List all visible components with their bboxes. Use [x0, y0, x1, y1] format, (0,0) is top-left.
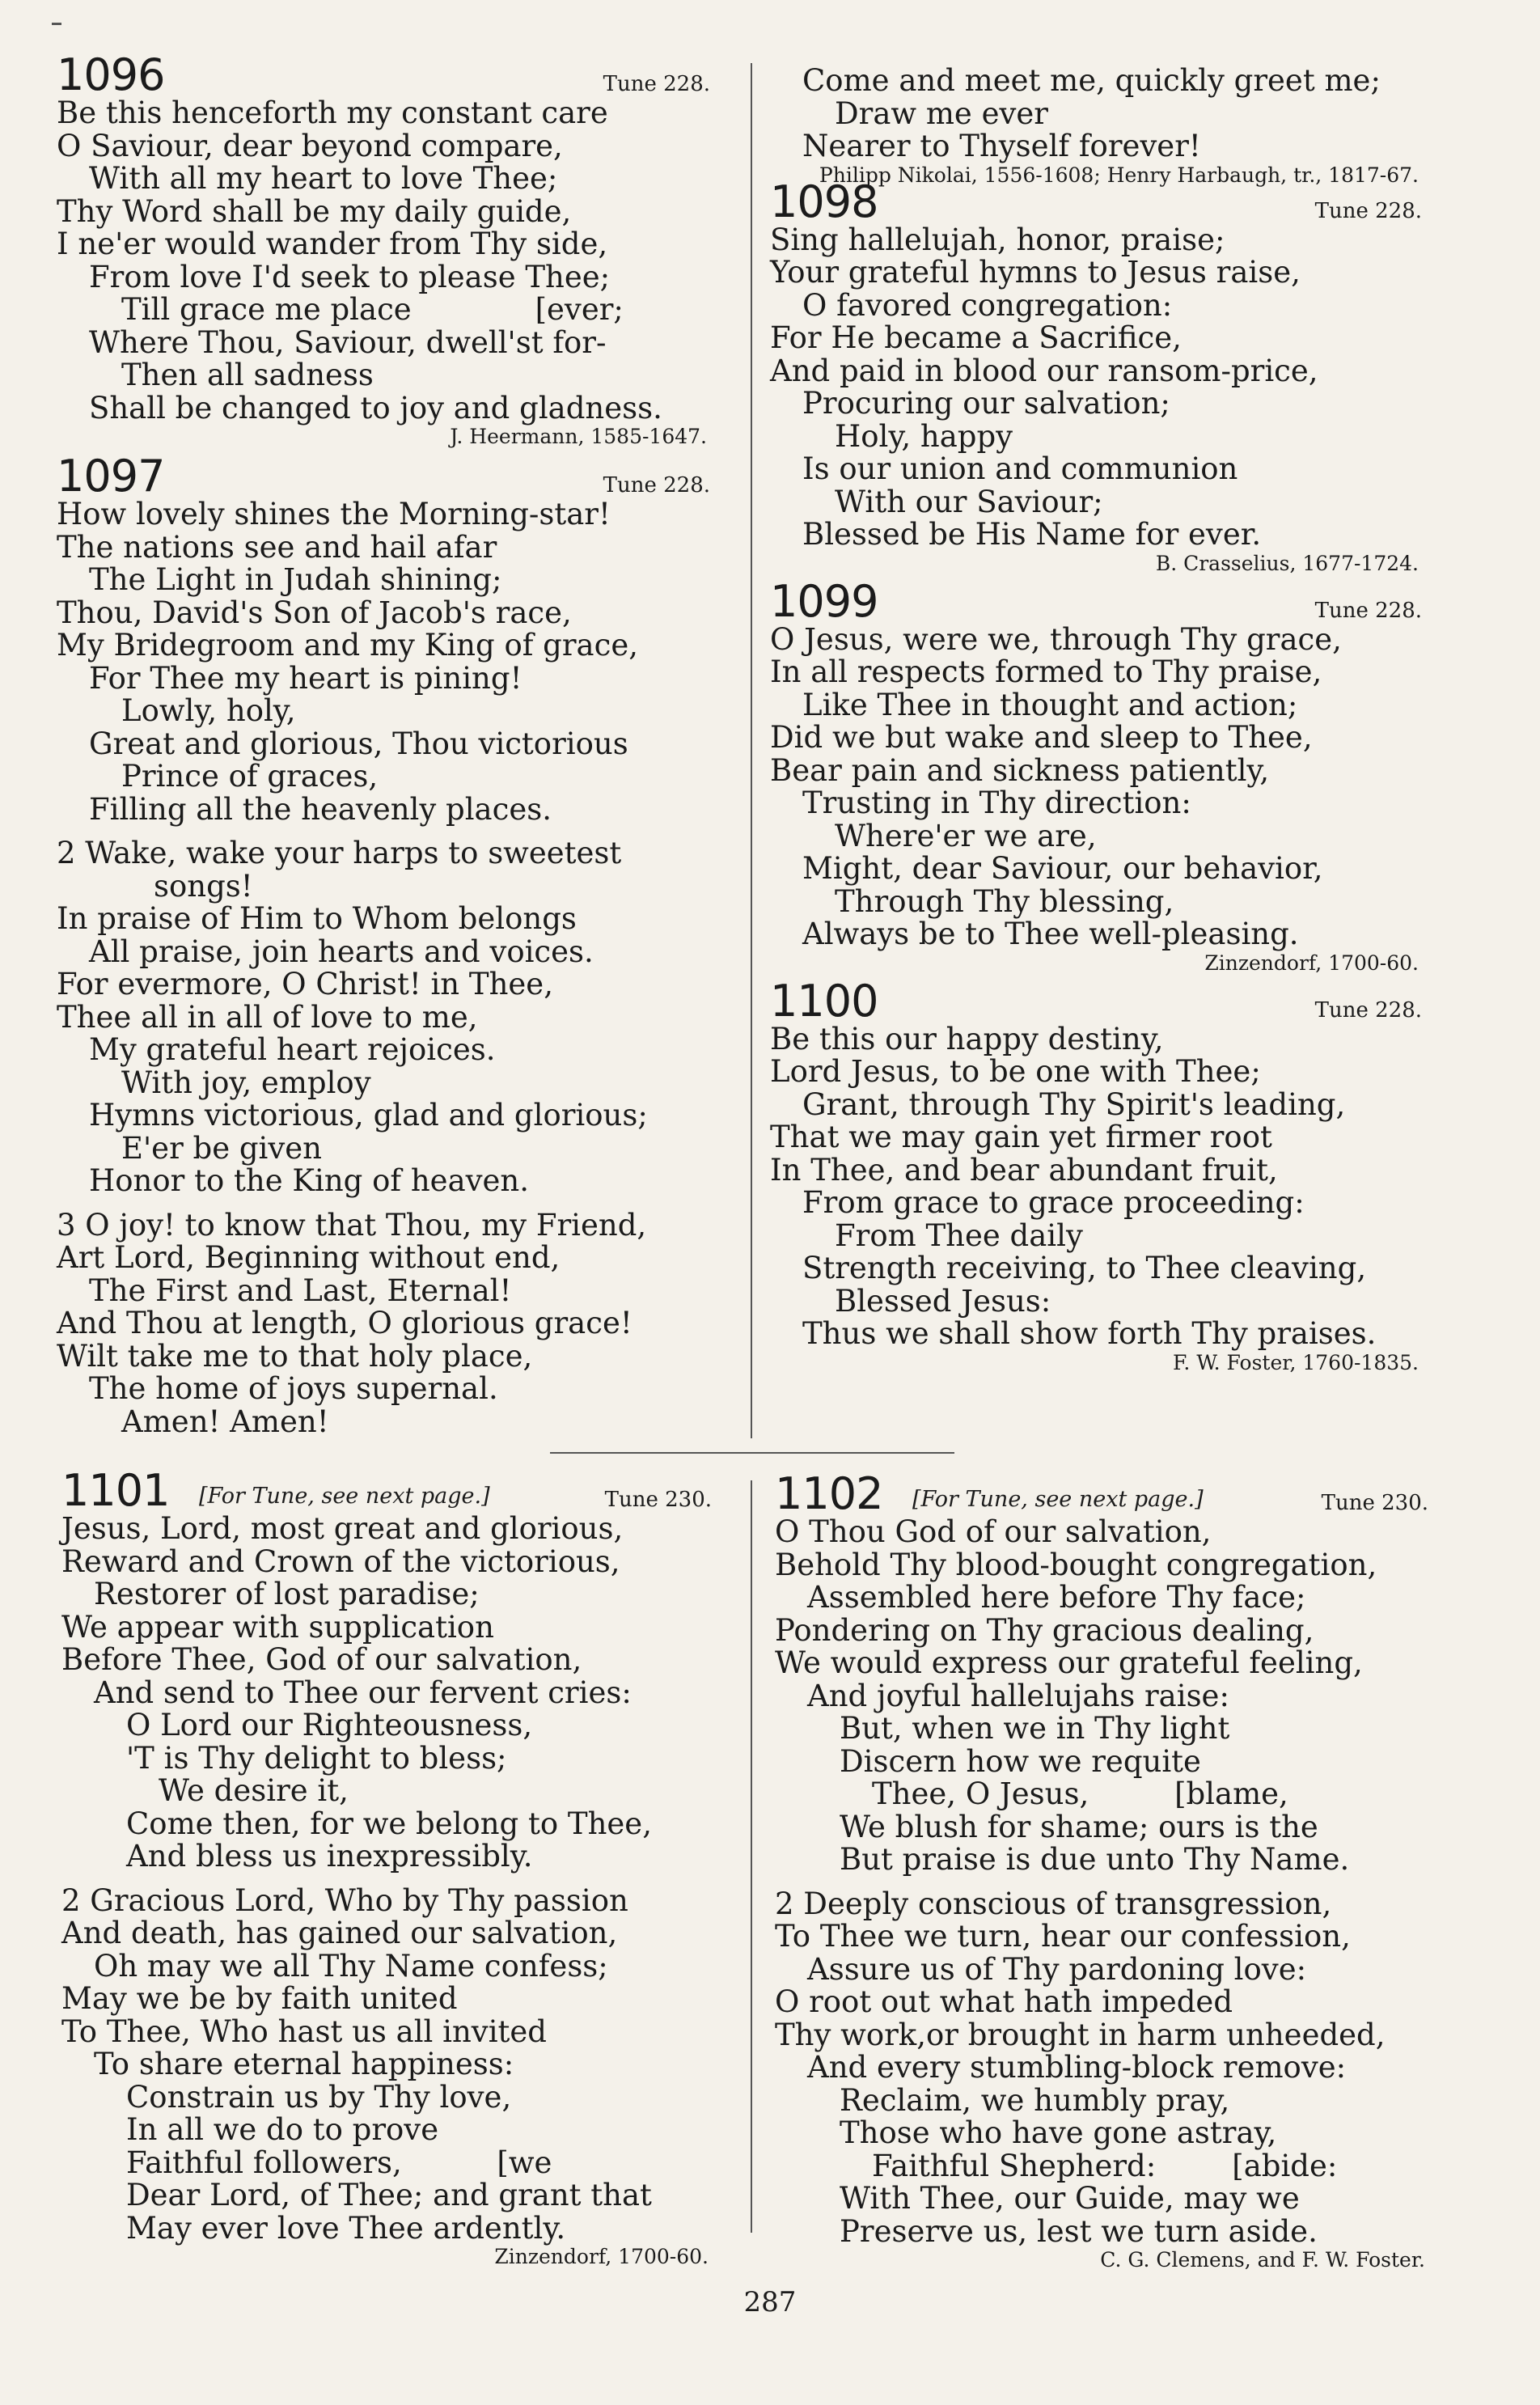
hymn-line: In Thee, and bear abundant fruit, — [770, 1152, 1278, 1188]
hymn-line: Jesus, Lord, most great and glorious, — [61, 1511, 624, 1546]
hymn-line: From Thee daily — [835, 1217, 1083, 1253]
hymn-line: With joy, employ — [121, 1065, 371, 1100]
hymn-line: Reclaim, we humbly pray, — [840, 2082, 1230, 2118]
hymn-1102 — [775, 1469, 1432, 2270]
hymn-line: And death, has gained our salvation, — [61, 1916, 618, 1950]
hymn-line: To share eternal happiness: — [94, 2047, 514, 2081]
hymn-line: The nations see and hail afar — [57, 529, 497, 565]
hymn-line: With Thee, our Guide, may we — [840, 2181, 1300, 2216]
hymn-line: Lord Jesus, to be one with Thee; — [770, 1054, 1261, 1089]
hymn-header — [770, 575, 1425, 627]
hymn-line: We appear with supplication — [61, 1609, 494, 1645]
hymn-line: For He became a Sacrifice, — [770, 320, 1182, 355]
column-left-bottom — [61, 1466, 715, 2267]
column-right-bottom — [775, 1469, 1432, 2270]
hymn-line: Be this our happy destiny, — [770, 1021, 1164, 1056]
hymn-1101 — [61, 1466, 715, 2267]
hymn-line: Wilt take me to that holy place, — [57, 1338, 533, 1374]
column-divider-top — [751, 63, 752, 1438]
hymn-line: To Thee we turn, hear our confession, — [775, 1919, 1351, 1954]
hymn-line: Faithful Shepherd: [abide: — [872, 2148, 1338, 2183]
column-divider-bottom — [751, 1480, 752, 2233]
hymn-line: With our Saviour; — [835, 484, 1103, 519]
hymn-line: We blush for shame; ours is the — [840, 1809, 1318, 1844]
hymn-attribution: J. Heermann, 1585-1647. — [450, 425, 707, 448]
hymn-line: songs! — [154, 868, 253, 904]
hymn-line: Art Lord, Beginning without end, — [57, 1240, 561, 1275]
hymn-line: With all my heart to love Thee; — [89, 161, 558, 196]
hymn-line: Assembled here before Thy face; — [807, 1580, 1306, 1615]
hymn-line: Thou, David's Son of Jacob's race, — [57, 595, 572, 630]
hymn-line: And paid in blood our ransom-price, — [770, 353, 1318, 388]
hymn-attribution: C. G. Clemens, and F. W. Foster. — [1100, 2248, 1425, 2272]
hymn-line: Till grace me place [ever; — [121, 292, 624, 327]
column-right-top — [770, 65, 1425, 1373]
hymn-line: Come then, for we belong to Thee, — [126, 1806, 652, 1841]
hymn-line: But, when we in Thy light — [840, 1711, 1230, 1746]
hymn-line: E'er be given — [121, 1130, 323, 1166]
hymn-line: And bless us inexpressibly. — [126, 1839, 533, 1874]
hymn-line: And send to Thee our fervent cries: — [94, 1675, 632, 1710]
hymn-attribution: Zinzendorf, 1700-60. — [494, 2245, 709, 2268]
hymn-line: May ever love Thee ardently. — [126, 2210, 566, 2246]
hymn-number: 1098 — [770, 176, 878, 227]
hymn-line: Thus we shall show forth Thy praises. — [802, 1316, 1377, 1351]
hymn-line: O Lord our Righteousness, — [126, 1708, 533, 1742]
hymn-number: 1102 — [775, 1468, 883, 1519]
tune-reference: Tune 228. — [1314, 997, 1422, 1023]
hymn-header — [770, 975, 1425, 1027]
hymn-line: Blessed Jesus: — [835, 1283, 1051, 1319]
tune-reference: Tune 230. — [604, 1488, 712, 1512]
hymn-line: We would express our grateful feeling, — [775, 1645, 1363, 1680]
tune-reference: Tune 228. — [603, 72, 710, 96]
hymn-line: Oh may we all Thy Name confess; — [94, 1948, 608, 1984]
hymn-line: Shall be changed to joy and gladness. — [89, 390, 662, 426]
hymn-1097 — [57, 451, 713, 1438]
hymn-attribution: Zinzendorf, 1700-60. — [1204, 951, 1419, 975]
hymn-line: Be this henceforth my constant care — [57, 95, 608, 130]
hymn-line: Where'er we are, — [835, 818, 1097, 853]
hymn-line: Discern how we requite — [840, 1743, 1201, 1779]
hymn-line: In praise of Him to Whom belongs — [57, 901, 577, 936]
hymn-number: 1096 — [57, 49, 165, 100]
hymn-line: 2 Gracious Lord, Who by Thy passion — [61, 1882, 628, 1918]
hymn-line: 2 Deeply conscious of transgression, — [775, 1886, 1332, 1921]
hymn-line: Preserve us, lest we turn aside. — [840, 2213, 1318, 2249]
hymn-line: Pondering on Thy gracious dealing, — [775, 1612, 1314, 1648]
hymn-line: Constrain us by Thy love, — [126, 2079, 512, 2115]
tune-reference: Tune 228. — [1314, 598, 1422, 623]
hymn-line: In all we do to prove — [126, 2112, 439, 2147]
hymn-line: Blessed be His Name for ever. — [802, 517, 1262, 552]
hymn-line: All praise, join hearts and voices. — [89, 934, 594, 969]
hymn-line: 'T is Thy delight to bless; — [126, 1740, 507, 1776]
hymn-line: O Saviour, dear beyond compare, — [57, 128, 563, 163]
hymn-line: For evermore, O Christ! in Thee, — [57, 967, 553, 1001]
hymn-1100 — [770, 976, 1425, 1373]
hymn-header — [61, 1465, 715, 1516]
tune-reference: Tune 228. — [603, 473, 710, 498]
hymn-line: Sing hallelujah, honor, praise; — [770, 222, 1225, 257]
hymn-header — [57, 49, 713, 100]
hymn-line: And joyful hallelujahs raise: — [807, 1678, 1229, 1713]
hymn-line: From grace to grace proceeding: — [802, 1185, 1305, 1220]
corner-mark — [52, 23, 61, 25]
hymn-line: Thee, O Jesus, [blame, — [872, 1776, 1288, 1811]
hymn-attribution: Philipp Nikolai, 1556-1608; Henry Harbaugh, tr., 1817-67. — [819, 163, 1419, 187]
tune-reference: Tune 228. — [1314, 198, 1422, 223]
hymn-attribution: F. W. Foster, 1760-1835. — [1172, 1350, 1419, 1374]
hymn-line: Where Thou, Saviour, dwell'st for- — [89, 324, 607, 360]
hymn-line: Through Thy blessing, — [835, 883, 1174, 919]
hymn-line: Strength receiving, to Thee cleaving, — [802, 1251, 1367, 1285]
hymn-line: Grant, through Thy Spirit's leading, — [802, 1086, 1346, 1122]
hymn-line: Trusting in Thy direction: — [802, 785, 1191, 820]
hymn-line: Reward and Crown of the victorious, — [61, 1543, 620, 1579]
hymn-line: Filling all the heavenly places. — [89, 791, 552, 827]
hymn-line: Lowly, holy, — [121, 693, 296, 728]
hymn-line: Is our union and communion — [802, 451, 1238, 486]
hymn-line: The home of joys supernal. — [89, 1371, 498, 1406]
hymn-number: 1100 — [770, 975, 878, 1027]
hymn-line: Thy Word shall be my daily guide, — [57, 193, 572, 229]
hymn-line: Amen! Amen! — [121, 1404, 329, 1439]
hymn-line: O root out what hath impeded — [775, 1984, 1233, 2019]
page-number: 287 — [743, 2286, 797, 2318]
hymn-line: And every stumbling-block remove: — [807, 2050, 1347, 2085]
hymn-line: Assure us of Thy pardoning love: — [807, 1951, 1307, 1987]
hymn-line: Come and meet me, quickly greet me; — [802, 63, 1381, 98]
hymn-line: The First and Last, Eternal! — [89, 1272, 512, 1308]
tune-note: [For Tune, see next page.] — [199, 1484, 490, 1509]
hymn-line: Draw me ever — [835, 95, 1048, 131]
hymn-line: To Thee, Who hast us all invited — [61, 2013, 547, 2049]
hymn-attribution: B. Crasselius, 1677-1724. — [1155, 551, 1419, 575]
hymn-line: Before Thee, God of our salvation, — [61, 1642, 582, 1677]
hymn-1097-continued — [770, 65, 1425, 185]
hymn-line: I ne'er would wander from Thy side, — [57, 227, 608, 261]
hymn-line: But praise is due unto Thy Name. — [840, 1842, 1350, 1877]
hymn-number: 1097 — [57, 451, 165, 502]
hymn-line: Thy work,or brought in harm unheeded, — [775, 2017, 1386, 2052]
hymn-line: Behold Thy blood-bought congregation, — [775, 1547, 1377, 1582]
hymn-line: Bear pain and sickness patiently, — [770, 752, 1270, 788]
hymn-header — [57, 451, 713, 502]
hymn-line: Dear Lord, of Thee; and grant that — [126, 2178, 652, 2212]
hymn-line: Like Thee in thought and action; — [802, 687, 1298, 722]
tune-reference: Tune 230. — [1321, 1491, 1428, 1515]
hymn-line: O Thou God of our salvation, — [775, 1514, 1212, 1549]
hymn-line: For Thee my heart is pining! — [89, 660, 522, 696]
hymn-line: Always be to Thee well-pleasing. — [802, 917, 1299, 951]
hymn-line: O favored congregation: — [802, 287, 1173, 323]
hymn-header — [770, 176, 1425, 227]
hymn-line: Then all sadness — [121, 358, 374, 392]
hymn-1098 — [770, 177, 1425, 574]
hymn-line: And Thou at length, O glorious grace! — [57, 1306, 632, 1340]
hymn-line: The Light in Judah shining; — [89, 562, 502, 597]
hymn-line: Those who have gone astray, — [840, 2115, 1277, 2150]
hymn-number: 1099 — [770, 575, 878, 627]
hymn-line: Nearer to Thyself forever! — [802, 129, 1201, 163]
hymn-line: Great and glorious, Thou victorious — [89, 726, 628, 761]
hymn-line: Holy, happy — [835, 418, 1013, 454]
hymn-line: Honor to the King of heaven. — [89, 1163, 530, 1198]
hymn-line: Hymns victorious, glad and glorious; — [89, 1098, 648, 1133]
hymn-line: 3 O joy! to know that Thou, my Friend, — [57, 1207, 647, 1243]
hymn-line: Restorer of lost paradise; — [94, 1577, 480, 1611]
hymn-line: My Bridegroom and my King of grace, — [57, 628, 638, 663]
hymn-line: That we may gain yet firmer root — [770, 1120, 1272, 1154]
hymn-line: Prince of graces, — [121, 759, 379, 794]
hymn-line: Did we but wake and sleep to Thee, — [770, 720, 1313, 755]
hymn-line: We desire it, — [159, 1773, 349, 1808]
hymn-line: O Jesus, were we, through Thy grace, — [770, 621, 1342, 657]
hymn-line: Procuring our salvation; — [802, 386, 1170, 421]
hymn-line: In all respects formed to Thy praise, — [770, 654, 1322, 689]
hymn-line: From love I'd seek to please Thee; — [89, 259, 611, 294]
hymn-line: Might, dear Saviour, our behavior, — [802, 851, 1323, 886]
hymn-header — [775, 1468, 1432, 1519]
hymn-line: May we be by faith united — [61, 1981, 458, 2016]
hymn-number: 1101 — [61, 1465, 170, 1516]
hymn-line: Thee all in all of love to me, — [57, 999, 478, 1035]
hymn-1099 — [770, 577, 1425, 973]
hymn-line: Your grateful hymns to Jesus raise, — [770, 255, 1301, 290]
column-left-top — [57, 50, 713, 1438]
hymn-line: Faithful followers, [we — [126, 2145, 552, 2180]
hymn-1096 — [57, 50, 713, 447]
tune-note: [For Tune, see next page.] — [912, 1487, 1204, 1512]
hymn-line: How lovely shines the Morning-star! — [57, 497, 611, 531]
hymn-line: My grateful heart rejoices. — [89, 1032, 496, 1067]
section-divider — [550, 1452, 954, 1454]
hymn-line: 2 Wake, wake your harps to sweetest — [57, 836, 622, 870]
